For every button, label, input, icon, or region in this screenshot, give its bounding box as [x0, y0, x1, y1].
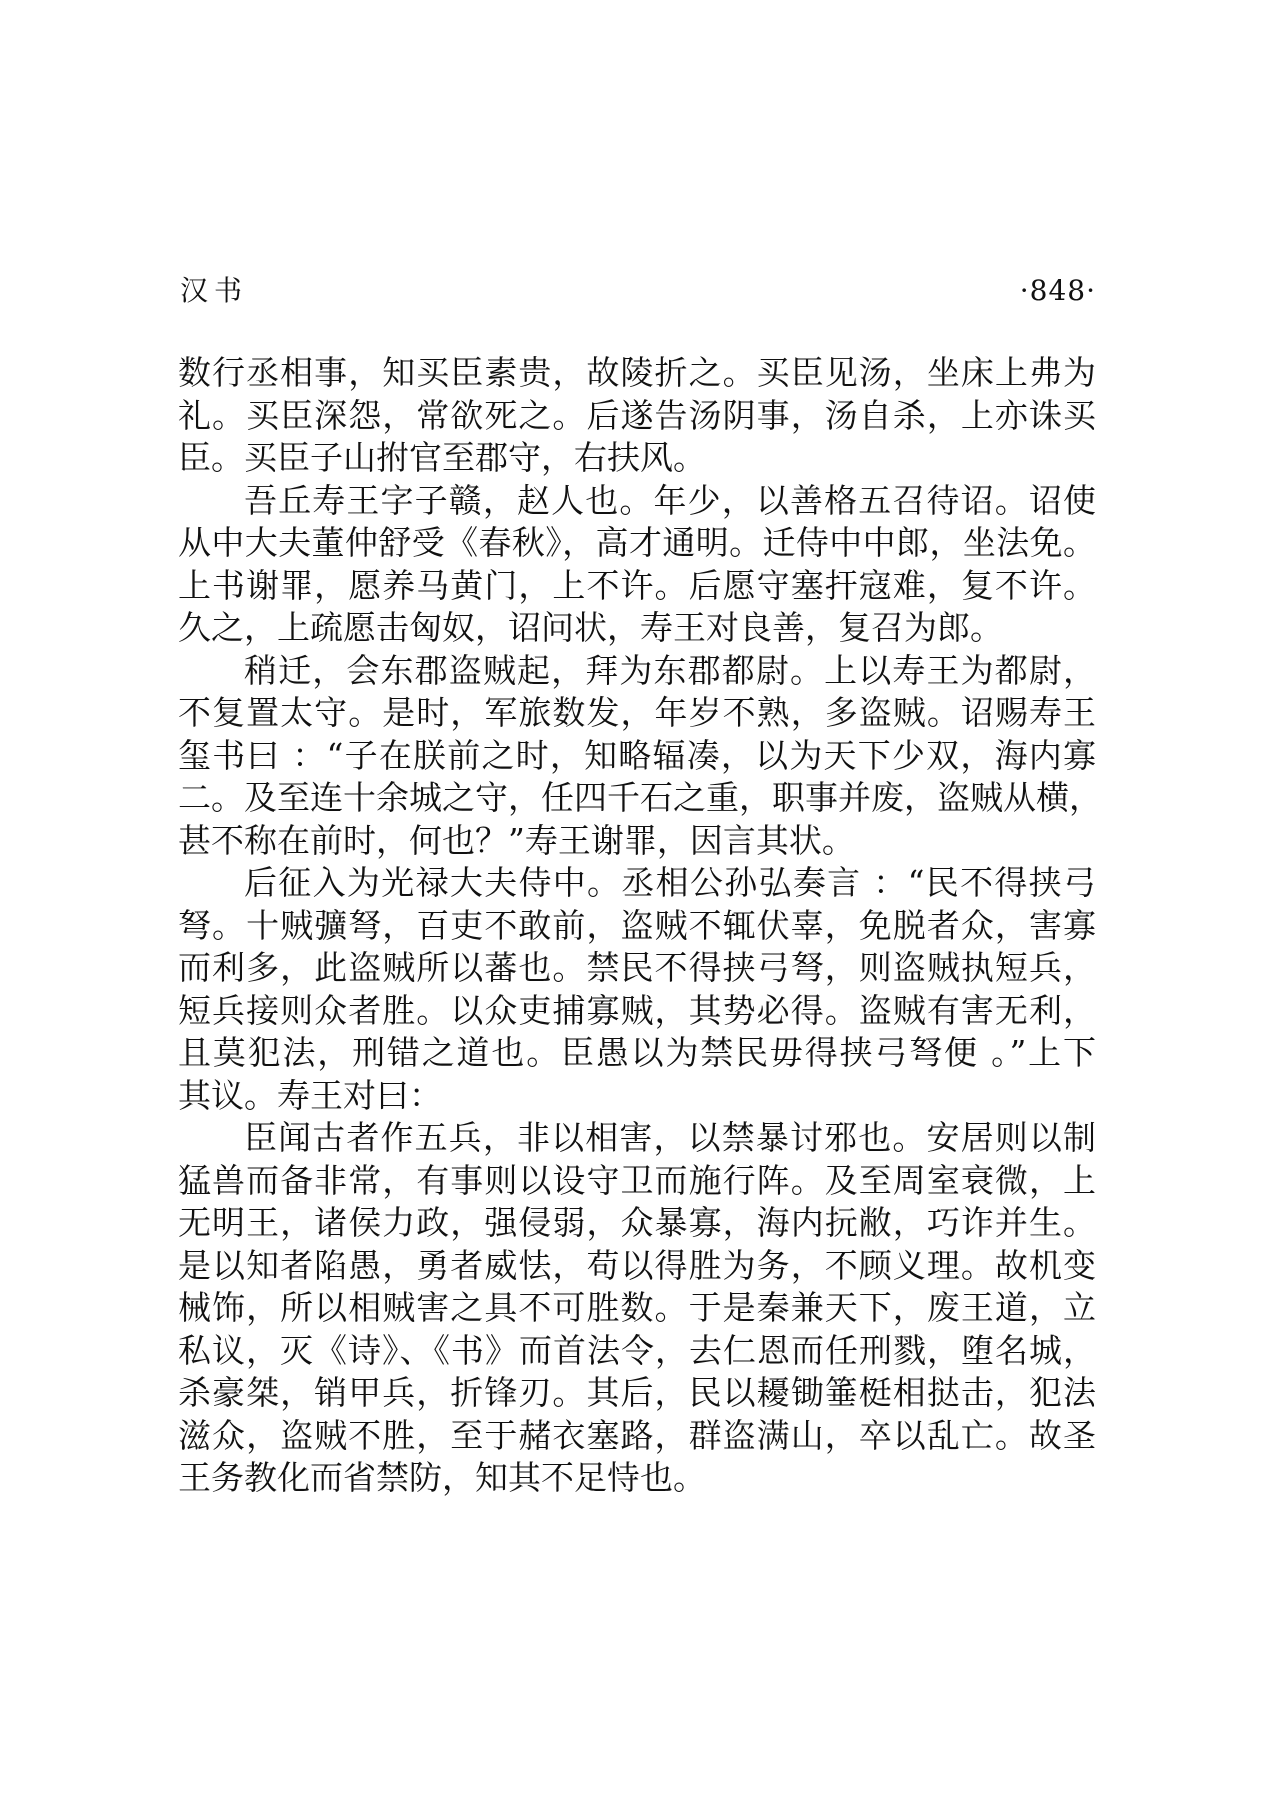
- text-line: 其议。寿王对曰：: [178, 1075, 442, 1115]
- text-line: 且莫犯法，刑错之道也。臣愚以为禁民毋得挟弓弩便 。”上下: [178, 1033, 1096, 1072]
- text-line: 从中大夫董仲舒受《春秋》，高才通明。迁侍中中郎，坐法免。: [178, 523, 1096, 562]
- text-line: 礼。买臣深怨，常欲死之。后遂告汤阴事，汤自杀，上亦诛买: [178, 395, 1096, 435]
- text-line: 玺书曰 ：“子在朕前之时，知略辐凑，以为天下少双，海内寡: [178, 735, 1096, 775]
- book-title: 汉书: [180, 274, 249, 307]
- text-line: 稍迁，会东郡盗贼起，拜为东郡都尉。上以寿王为都尉，: [244, 650, 1096, 690]
- page-number: ·848·: [1019, 274, 1096, 307]
- text-line: 数行丞相事，知买臣素贵，故陵折之。买臣见汤，坐床上弗为: [178, 353, 1096, 392]
- text-line: 无明王，诸侯力政，强侵弱，众暴寡，海内抏敝，巧诈并生。: [178, 1203, 1096, 1242]
- text-line: 是以知者陷愚，勇者威怯，苟以得胜为务，不顾义理。故机变: [178, 1245, 1096, 1285]
- text-line: 械饰，所以相贼害之具不可胜数。于是秦兼天下，废王道，立: [178, 1288, 1096, 1327]
- text-line: 短兵接则众者胜。以众吏捕寡贼，其势必得。盗贼有害无利，: [178, 990, 1096, 1030]
- text-line: 久之，上疏愿击匈奴，诏问状，寿王对良善，复召为郎。: [178, 608, 1003, 647]
- text-line: 弩。十贼彍弩，百吏不敢前，盗贼不辄伏辜，免脱者众，害寡: [178, 905, 1096, 945]
- text-line: 甚不称在前时，何也？”寿王谢罪，因言其状。: [178, 820, 855, 860]
- text-line: 二。及至连十余城之守，任四千石之重，职事并废，盗贼从横，: [178, 778, 1102, 817]
- text-line: 私议，灭《诗》、《书》而首法令，去仁恩而任刑戮，堕名城，: [178, 1330, 1096, 1370]
- text-line: 上书谢罪，愿养马黄门，上不许。后愿守塞扞寇难，复不许。: [178, 565, 1096, 605]
- text-line: 臣。买臣子山拊官至郡守，右扶风。: [178, 438, 706, 477]
- text-line: 猛兽而备非常，有事则以设守卫而施行阵。及至周室衰微，上: [178, 1160, 1096, 1200]
- page-header: [178, 268, 1096, 314]
- text-line: 滋众，盗贼不胜，至于赭衣塞路，群盗满山，卒以乱亡。故圣: [178, 1415, 1096, 1455]
- body-text: [178, 352, 1102, 1500]
- text-line: 臣闻古者作五兵，非以相害，以禁暴讨邪也。安居则以制: [244, 1118, 1096, 1157]
- text-line: 杀豪桀，销甲兵，折锋刃。其后，民以耰锄箠梃相挞击，犯法: [178, 1373, 1096, 1412]
- text-line: 吾丘寿王字子赣，赵人也。年少，以善格五召待诏。诏使: [244, 480, 1096, 520]
- text-line: 而利多，此盗贼所以蕃也。禁民不得挟弓弩，则盗贼执短兵，: [178, 948, 1096, 987]
- text-line: 王务教化而省禁防，知其不足恃也。: [178, 1458, 706, 1497]
- text-line: 不复置太守。是时，军旅数发，年岁不熟，多盗贼。诏赐寿王: [178, 693, 1096, 732]
- text-line: 后征入为光禄大夫侍中。丞相公孙弘奏言 ：“民不得挟弓: [244, 863, 1096, 902]
